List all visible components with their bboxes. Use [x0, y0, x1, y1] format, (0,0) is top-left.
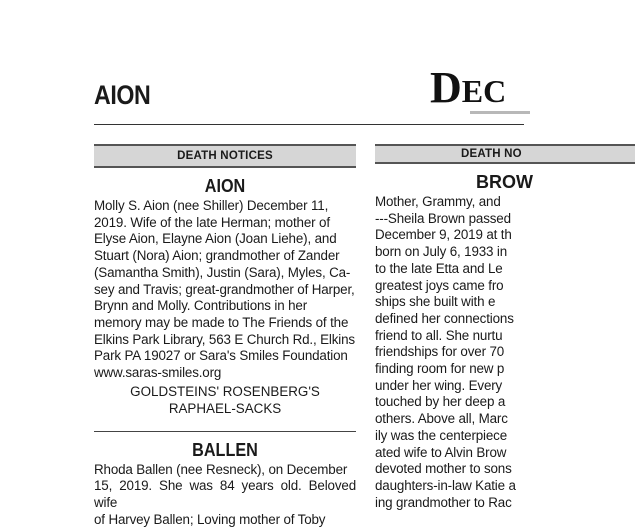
notice-line: sey and Travis; great-grandmother of Harper, — [94, 281, 355, 297]
notice-line: 2019. Wife of the late Herman; mother of — [94, 214, 330, 230]
notice-line: ing grandmother to Rac — [375, 494, 512, 510]
notice-name: BALLEN — [192, 439, 258, 460]
notice-line: Rhoda Ballen (nee Resneck), on December — [94, 461, 348, 477]
notice-line: ships she built with e — [375, 294, 496, 310]
notice-line: memory may be made to The Friends of the — [94, 314, 349, 330]
notice-line: under her wing. Every — [375, 377, 503, 393]
notice-line: others. Above all, Marc — [375, 411, 508, 427]
section-header-death-notices-right: DEATH NO — [375, 144, 635, 164]
notice-line: daughters-in-law Katie a — [375, 477, 516, 493]
notice-line: greatest joys came fro — [375, 277, 504, 293]
masthead-title — [430, 62, 506, 113]
notice-line: Brynn and Molly. Contributions in her — [94, 298, 308, 314]
notice-line: to the late Etta and Le — [375, 260, 503, 276]
notice-line: ---Sheila Brown passed — [375, 210, 511, 226]
right-column — [375, 144, 535, 524]
masthead-initial: D — [430, 63, 462, 112]
notice-line: Molly S. Aion (nee Shiller) December 11, — [94, 198, 329, 213]
page-header-surname: AION — [94, 80, 151, 110]
notice-line: touched by her deep a — [375, 394, 506, 410]
masthead-underline — [470, 111, 530, 114]
notice-line: ated wife to Alvin Brow — [375, 444, 507, 460]
header-rule — [94, 124, 524, 125]
notice-line: friendships for over 70 — [375, 344, 505, 360]
notice-line: devoted mother to sons — [375, 461, 512, 477]
section-header-death-notices: DEATH NOTICES — [94, 144, 356, 168]
notice-line: Mother, Grammy, and — [375, 194, 501, 209]
notice-divider — [94, 431, 356, 432]
notice-line: defined her connections — [375, 310, 514, 326]
notice-name: AION — [204, 176, 246, 196]
funeral-home-line: GOLDSTEINS' ROSENBERG'S — [130, 383, 320, 399]
funeral-home-line: RAPHAEL-SACKS — [168, 400, 282, 416]
notice-line: 15, 2019. She was 84 years old. Beloved wife — [94, 478, 356, 511]
notice-line: (Samantha Smith), Justin (Sara), Myles, Ca- — [94, 264, 351, 280]
notice-line: Park PA 19027 or Sara's Smiles Foundation — [94, 348, 348, 364]
notice-ballen — [94, 440, 356, 529]
notice-aion — [94, 176, 356, 417]
notice-line: friend to all. She nurtu — [375, 327, 503, 343]
notice-line: born on July 6, 1933 in — [375, 244, 508, 260]
notice-line: December 9, 2019 at th — [375, 227, 512, 243]
notice-body — [94, 198, 356, 382]
notice-name: BROW — [476, 172, 533, 192]
notice-line: finding room for new p — [375, 361, 505, 377]
notice-body — [375, 194, 635, 511]
notice-line: Elkins Park Library, 563 E Church Rd., Elkins — [94, 331, 355, 347]
funeral-home — [94, 383, 356, 417]
notice-line: Stuart (Nora) Aion; grandmother of Zander — [94, 248, 340, 264]
notice-line: www.saras-smiles.org — [94, 365, 222, 381]
masthead-rest: EC — [461, 73, 507, 109]
notice-line: of Harvey Ballen; Loving mother of Toby — [94, 511, 326, 527]
left-column — [94, 144, 356, 529]
notice-line: ily was the centerpiece — [375, 427, 508, 443]
notice-line: Elyse Aion, Elayne Aion (Joan Liehe), and — [94, 231, 337, 247]
notice-body — [94, 462, 356, 529]
